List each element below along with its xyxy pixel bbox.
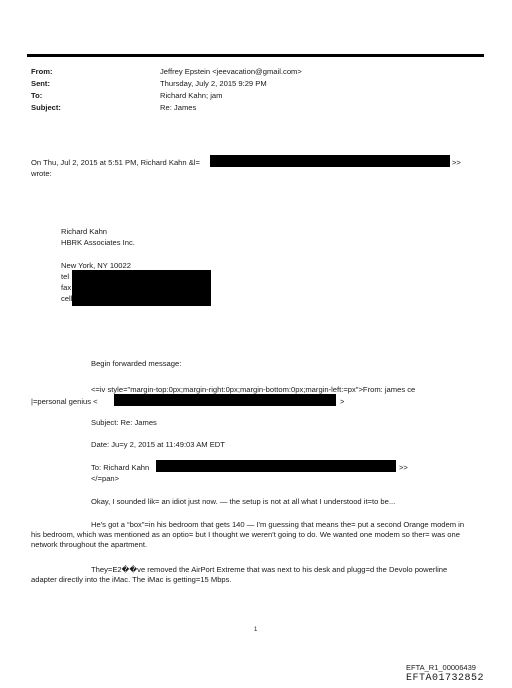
- forwarded-div-line: <=iv style="margin-top:0px;margin-right:0px;margin-bottom:0px;margin-left:=px">From: james ce: [91, 385, 416, 394]
- body-paragraph-1: Okay, I sounded lik= an idiot just now. — the setup is not at all what I understood it=to be...: [91, 497, 396, 506]
- from-value: Jeffrey Epstein <jeevacation@gmail.com>: [160, 67, 302, 76]
- redaction-block: [72, 270, 211, 306]
- forwarded-date: Date: Ju=y 2, 2015 at 11:49:03 AM EDT: [91, 440, 225, 449]
- to-value: Richard Kahn; jam: [160, 91, 223, 100]
- forwarded-personal-suffix: >: [340, 397, 345, 406]
- sent-value: Thursday, July 2, 2015 9:29 PM: [160, 79, 267, 88]
- signature-city: New York, NY 10022: [61, 261, 131, 270]
- subject-value: Re: James: [160, 103, 197, 112]
- redaction-block: [114, 394, 336, 406]
- to-label: To:: [31, 91, 43, 100]
- quote-wrote: wrote:: [31, 169, 52, 178]
- redaction-block: [210, 155, 450, 167]
- header-rule: [27, 54, 484, 57]
- forwarded-intro: Begin forwarded message:: [91, 359, 182, 368]
- quote-line-suffix: >>: [452, 158, 461, 167]
- document-id-large: EFTA01732852: [406, 673, 485, 684]
- from-label: From:: [31, 67, 53, 76]
- document-id-small: EFTA_R1_00006439: [406, 663, 476, 672]
- quote-line-prefix: On Thu, Jul 2, 2015 at 5:51 PM, Richard Kahn &l=: [31, 158, 200, 167]
- signature-name: Richard Kahn: [61, 227, 108, 236]
- body-paragraph-3: They=E2��ve removed the AirPort Extreme that was next to his desk and plugg=d the Devolo powerline adapter directly into the iMac. The iMac is getting=15 Mbps.: [31, 565, 448, 584]
- page-number: 1: [254, 627, 258, 633]
- signature-tel: tel: [61, 272, 70, 281]
- signature-cell: cell: [61, 294, 73, 303]
- body-paragraph-2: He's got a “box”=in his bedroom that gets 140 — I'm guessing that means the= put a second Orange modem in his bedroom, which was mentioned as an optio= but I thought we weren't going to do. We wanted one modem so ther= was one network throughout the apartment.: [31, 520, 465, 549]
- forwarded-to-prefix: To: Richard Kahn: [91, 463, 150, 472]
- forwarded-subject: Subject: Re: James: [91, 418, 157, 427]
- forwarded-span-close: </=pan>: [91, 474, 120, 483]
- sent-label: Sent:: [31, 79, 50, 88]
- subject-label: Subject:: [31, 103, 61, 112]
- signature-fax: fax: [61, 283, 72, 292]
- forwarded-personal-prefix: |=personal genius <: [31, 397, 98, 406]
- forwarded-to-suffix: >>: [399, 463, 408, 472]
- redaction-block: [156, 460, 396, 472]
- signature-company: HBRK Associates Inc.: [61, 238, 135, 247]
